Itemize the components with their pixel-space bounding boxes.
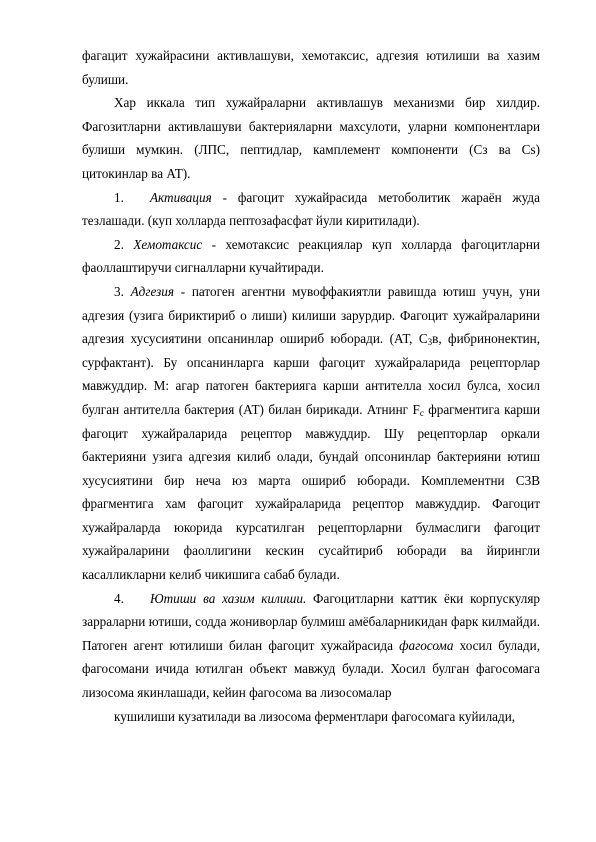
paragraph-final-line	[82, 705, 540, 729]
paragraph-text: фагацит хужайрасини активлашуви, хемотаксис, адгезия ютилиши ва хазим булиши.	[82, 48, 540, 87]
subscript: c	[419, 407, 424, 418]
list-item-adhesion	[82, 280, 540, 587]
paragraph-activation-mechanism	[82, 91, 540, 185]
list-number: 2.	[114, 236, 124, 252]
paragraph-text: кушилиши кузатилади ва лизосома ферментлари фагосомага куйилади,	[114, 708, 516, 724]
list-item-ingestion	[82, 587, 540, 705]
list-item-text: хосил булади, фагосомани ичида ютилган объект мавжуд булади. Хосил булган фагосомага лизосома якинлашади, кейин фагосома ва лизосомалар	[82, 637, 540, 701]
term-phagosome: фагосома	[399, 637, 454, 653]
list-number: 3.	[114, 283, 124, 299]
term-chemotaxis: Хемотаксис	[133, 236, 203, 252]
term-ingestion: Ютиши ва хазим килиши.	[150, 590, 307, 606]
list-item-text: - хемотаксис реакциялар куп холларда фагоцитларни фаоллаштиручи сигналларни кучайтиради.	[82, 236, 540, 276]
term-activation: Активация	[150, 189, 212, 205]
list-item-activation	[82, 186, 540, 233]
list-item-text: фрагментига карши фагоцит хужайраларида рецептор мавжуддир. Шу рецепторлар оркали бактерияни узига адгезия килиб олади, бундай опсонинлар бактерияни ютиш хусусиятини бир неча юз марта ошириб юборади. Комплементни С3В фрагментига хам фагоцит хужайраларида рецептор мавжуддир. Фагоцит хужайраларда юкорида курсатилган рецепторларни булмаслиги фагоцит хужайраларини фаоллигини кескин сусайтириб юборади ва йирингли касалликларни келиб чикишига сабаб булади.	[82, 401, 540, 583]
list-item-text: - фагоцит хужайрасида метоболитик жараён жуда тезлашади. (куп холларда пептозафасфат йули киритилади).	[82, 189, 540, 229]
paragraph-continuation	[82, 44, 540, 91]
subscript: 3	[427, 337, 433, 348]
document-page	[82, 44, 540, 728]
list-item-text: Фагоцитларни каттик ёки корпускуляр зарраларни ютиши, содда жониворлар булмиш амёбаларникидан фарк килмайди. Патоген агент ютилиши билан фагоцит хужайрасида	[82, 590, 540, 653]
list-number: 1.	[114, 189, 124, 205]
term-adhesion: Адгезия	[130, 283, 175, 299]
list-item-chemotaxis	[82, 233, 540, 280]
list-item-text: - патоген агентни мувоффакиятли равишда ютиш учун, уни адгезия (узига бириктириб о лиши) килиши зарурдир. Фагоцит хужайраларини адгезия хусусиятини опсанинлар ошириб юборади. (АТ, С	[82, 283, 540, 347]
list-item-text: в, фибринонектин, сурфактант). Бу опсанинларга карши фагоцит хужайраларида рецепторлар мавжуддир. М: агар патоген бактерияга карши антителла хосил булса, хосил булган антителла бактерия (АТ) билан бирикади. Атнинг F	[82, 331, 540, 417]
paragraph-text: Хар иккала тип хужайраларни активлашув механизми бир хилдир. Фагозитларни активлашуви бактерияларни махсулоти, уларни компонентлари булиши мумкин. (ЛПС, пептидлар, камплемент компоненти (Сз ва Cs) цитокинлар ва АТ).	[82, 95, 540, 181]
list-number: 4.	[114, 590, 124, 606]
